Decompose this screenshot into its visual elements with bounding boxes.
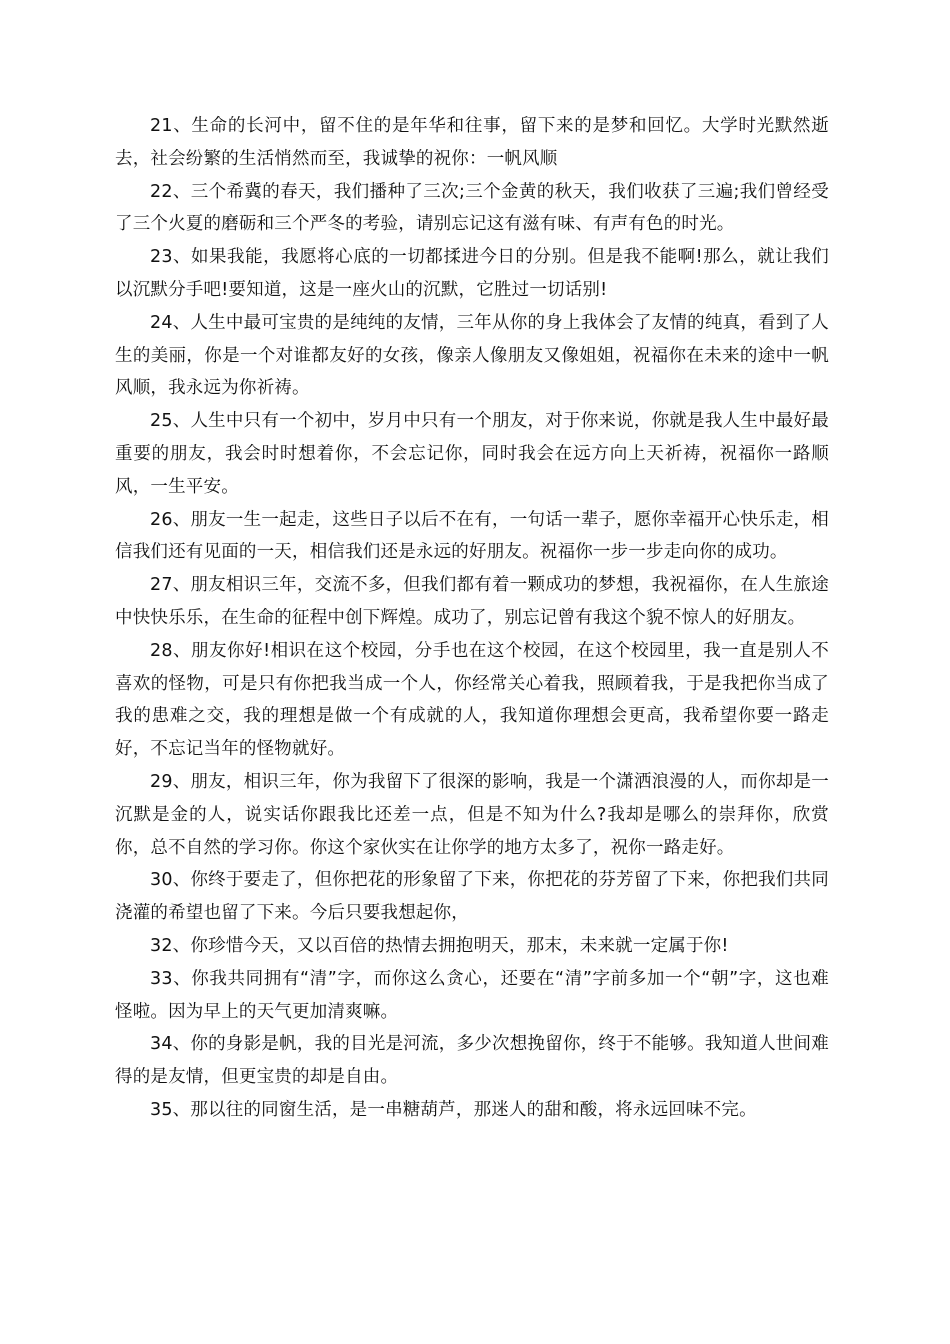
paragraph-23: 23、如果我能，我愿将心底的一切都揉进今日的分别。但是我不能啊!那么，就让我们以沉默分手吧!要知道，这是一座火山的沉默，它胜过一切话别! bbox=[115, 247, 829, 300]
paragraph-22: 22、三个希冀的春天，我们播种了三次;三个金黄的秋天，我们收获了三遍;我们曾经受了三个火夏的磨砺和三个严冬的考验，请别忘记这有滋有味、有声有色的时光。 bbox=[115, 181, 829, 235]
paragraph-30: 30、你终于要走了，但你把花的形象留了下来，你把花的芬芳留了下来，你把我们共同浇灌的希望也留了下来。今后只要我想起你， bbox=[115, 870, 829, 924]
paragraph-33: 33、你我共同拥有“清”字，而你这么贪心，还要在“清”字前多加一个“朝”字，这也难怪啦。因为早上的天气更加清爽嘛。 bbox=[115, 968, 829, 1022]
paragraph-32: 32、你珍惜今天，又以百倍的热情去拥抱明天，那末，未来就一定属于你! bbox=[150, 935, 729, 956]
paragraph-34: 34、你的身影是帆，我的目光是河流，多少次想挽留你，终于不能够。我知道人世间难得的是友情，但更宝贵的却是自由。 bbox=[115, 1034, 829, 1088]
paragraph-24: 24、人生中最可宝贵的是纯纯的友情，三年从你的身上我体会了友情的纯真，看到了人生的美丽，你是一个对谁都友好的女孩，像亲人像朋友又像姐姐，祝福你在未来的途中一帆风顺，我永远为你祈祷。 bbox=[115, 312, 829, 399]
paragraph-28: 28、朋友你好!相识在这个校园，分手也在这个校园，在这个校园里，我一直是别人不喜欢的怪物，可是只有你把我当成一个人，你经常关心着我，照顾着我，于是我把你当成了我的患难之交，我的理想是做一个有成就的人，我知道你理想会更高，我希望你要一路走好，不忘记当年的怪物就好。 bbox=[115, 640, 829, 760]
paragraph-29: 29、朋友，相识三年，你为我留下了很深的影响，我是一个潇洒浪漫的人，而你却是一沉默是金的人，说实话你跟我比还差一点，但是不知为什么?我却是哪么的崇拜你，欣赏你，总不自然的学习你。你这个家伙实在让你学的地方太多了，祝你一路走好。 bbox=[115, 771, 829, 858]
paragraph-21: 21、生命的长河中，留不住的是年华和往事，留下来的是梦和回忆。大学时光默然逝去，社会纷繁的生活悄然而至，我诚挚的祝你：一帆风顺 bbox=[115, 116, 829, 169]
paragraph-25: 25、人生中只有一个初中，岁月中只有一个朋友，对于你来说，你就是我人生中最好最重要的朋友，我会时时想着你，不会忘记你，同时我会在远方向上天祈祷，祝福你一路顺风，一生平安。 bbox=[115, 411, 829, 497]
paragraph-26: 26、朋友一生一起走，这些日子以后不在有，一句话一辈子，愿你幸福开心快乐走，相信我们还有见面的一天，相信我们还是永远的好朋友。祝福你一步一步走向你的成功。 bbox=[115, 509, 829, 563]
paragraph-35: 35、那以往的同窗生活，是一串糖葫芦，那迷人的甜和酸，将永远回味不完。 bbox=[150, 1099, 757, 1120]
paragraph-27: 27、朋友相识三年，交流不多，但我们都有着一颗成功的梦想，我祝福你，在人生旅途中快快乐乐，在生命的征程中创下辉煌。成功了，别忘记曾有我这个貌不惊人的好朋友。 bbox=[115, 575, 829, 628]
document-body bbox=[115, 110, 829, 1127]
